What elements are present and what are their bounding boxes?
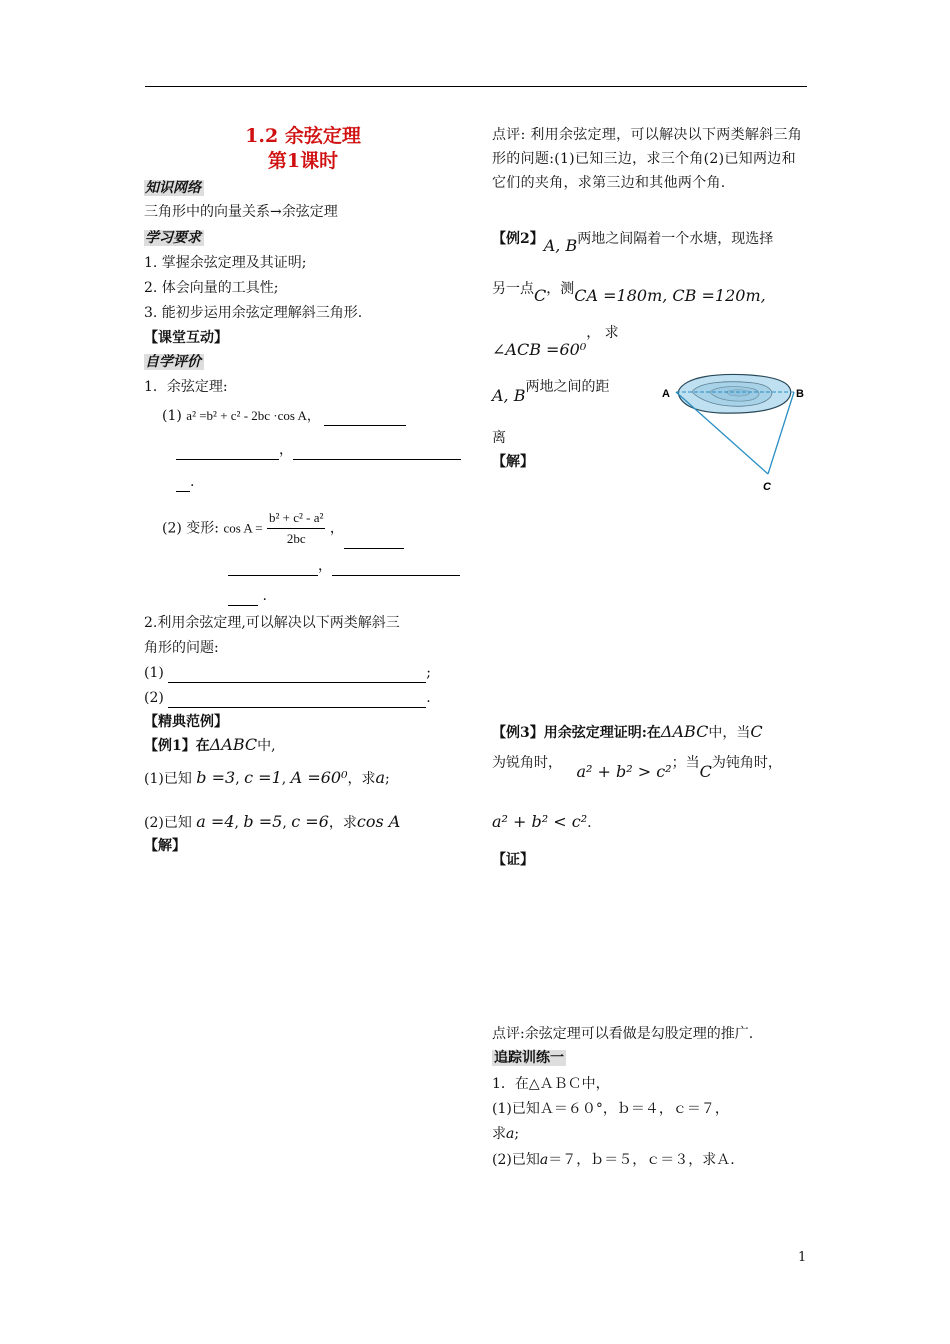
example3-acute-inequality: a² + b² > c² (576, 762, 672, 781)
knowledge-content: 三角形中的向量关系→余弦定理 (144, 204, 338, 220)
blank-field[interactable] (293, 445, 461, 460)
review1: 点评: 利用余弦定理，可以解决以下两类解斜三角形的问题:(1)已知三边，求三个角(2)已知两边和它们的夹角，求第三边和其他两个角. (492, 127, 803, 191)
classroom-heading: 【课堂互动】 (144, 330, 228, 346)
example1-solve: 【解】 (144, 838, 186, 854)
tracking-q1: 1．在△ＡＢＣ中， (492, 1076, 610, 1092)
examples-heading: 【精典范例】 (144, 714, 228, 730)
pond-figure (658, 370, 808, 494)
example1-c-value: c =1 (244, 768, 282, 787)
example1-c-value: c =6 (291, 812, 329, 831)
example2-angle: ∠ACB =60⁰ (492, 340, 587, 359)
example2-text: 两地之间的距 (525, 379, 610, 395)
blank-field[interactable] (176, 445, 279, 460)
blank-field[interactable] (168, 668, 426, 683)
requirement-item: 3. 能初步运用余弦定理解斜三角形. (144, 305, 363, 321)
blank-field[interactable] (176, 477, 190, 492)
q2-item-label: (2) (144, 690, 164, 706)
example2-text: 另一点 (492, 281, 534, 297)
example1-b-value: b =3 (196, 768, 236, 787)
example1-ask: ，求 (328, 815, 357, 831)
tracking-q1-part2-values: ＝７，ｂ＝５，ｃ＝３，求Ａ. (548, 1152, 735, 1168)
review2: 点评:余弦定理可以看做是勾股定理的推广. (492, 1026, 754, 1042)
label-a: A (662, 388, 670, 400)
page-subtitle: 第1课时 (267, 150, 339, 172)
label-c: C (763, 481, 771, 493)
example3-proof: 【证】 (492, 852, 534, 868)
example2-measure-values: CA =180m, CB =120m, (574, 286, 766, 305)
example2-text: 离 (492, 430, 506, 446)
example3-text: 中，当 (708, 725, 751, 741)
example1-a-value: a =4 (196, 812, 235, 831)
tracking-q1-part1: (1)已知Ａ＝６０°，ｂ＝４，ｃ＝７， (492, 1101, 729, 1117)
semicolon: ; (514, 1126, 520, 1142)
example1-A-value: A =60⁰ (290, 768, 348, 787)
label-b: B (796, 388, 804, 400)
example1-part1-label: (1)已知 (144, 771, 192, 787)
example1-part2-label: (2)已知 (144, 815, 192, 831)
header-rule (145, 86, 807, 87)
example3-triangle: ΔABC (660, 722, 709, 741)
period: . (190, 474, 195, 490)
example2-points: A, B (543, 236, 578, 255)
example1-b-value: b =5 (243, 812, 283, 831)
example3-angle-c: C (699, 762, 712, 781)
formula2-label: (2) 变形: (162, 520, 219, 537)
example3-obtuse-inequality: a² + b² < c² (492, 812, 588, 831)
example2-point-c: C (534, 286, 547, 305)
q2-item-label: (1) (144, 665, 164, 681)
tracking-q1-part2: (2)已知 (492, 1152, 540, 1168)
example2-label: 【例2】 (492, 231, 544, 247)
example2-text: 两地之间隔着一个水塘，现选择 (577, 231, 774, 247)
tracking-a-var: a (539, 1152, 549, 1168)
blank-field[interactable] (168, 693, 426, 708)
period: . (262, 588, 267, 604)
page-title: 1.2 余弦定理 (245, 125, 361, 147)
blank-field[interactable] (324, 411, 406, 426)
page-number: 1 (798, 1250, 807, 1265)
tracking-text: 求 (492, 1126, 506, 1142)
example3-text: ；当 (671, 755, 700, 771)
formula2-lhs: cos A = (223, 520, 263, 536)
self-eval-heading: 自学评价 (144, 354, 204, 370)
example2-points: A, B (492, 386, 526, 405)
requirements-heading: 学习要求 (144, 230, 204, 246)
example2-measure: ，测 (546, 281, 575, 297)
example1-unknown: cos A (356, 812, 401, 831)
example1-unknown: a (375, 768, 386, 787)
knowledge-heading: 知识网络 (144, 180, 204, 196)
example1-label: 【例1】在 (144, 738, 210, 754)
requirement-item: 2. 体会向量的工具性; (144, 280, 279, 296)
example1-ask: ，求 (347, 771, 376, 787)
fraction-numerator: b² + c² - a² (267, 508, 325, 529)
example3-angle-c: C (750, 722, 763, 741)
left-column (144, 124, 462, 174)
period: . (426, 690, 431, 706)
tracking-unknown: a (506, 1126, 515, 1142)
comma: ， (329, 520, 344, 537)
example1-triangle: ΔABC (209, 735, 258, 754)
self-eval-q1: 1．余弦定理: (144, 379, 228, 395)
formula1-label: (1) (162, 408, 182, 424)
self-eval-q2: 2.利用余弦定理,可以解决以下两类解斜三 (144, 615, 400, 631)
formula2-fraction (267, 508, 325, 549)
example1-intro-end: 中, (257, 738, 276, 754)
example3-text: 为锐角时， (492, 755, 562, 771)
blank-field[interactable] (332, 561, 460, 576)
semicolon: ; (426, 665, 432, 681)
blank-field[interactable] (228, 591, 258, 606)
comma: ， (318, 558, 332, 574)
requirement-item: 1. 掌握余弦定理及其证明; (144, 255, 307, 271)
tracking-heading: 追踪训练一 (494, 1050, 564, 1066)
example2-solve: 【解】 (492, 454, 534, 470)
example3-label: 【例3】用余弦定理证明:在 (492, 725, 661, 741)
example2-ask: ， 求 (586, 325, 619, 341)
comma: ， (279, 442, 293, 458)
pond-contour (726, 390, 750, 396)
period: . (587, 815, 592, 831)
self-eval-q2-cont: 角形的问题: (144, 640, 219, 656)
example3-text: 为钝角时， (711, 755, 782, 771)
formula1: a² =b² + c² - 2bc ·cos A， (186, 408, 320, 423)
blank-field[interactable] (344, 534, 404, 549)
fraction-denominator: 2bc (286, 531, 306, 546)
blank-field[interactable] (228, 561, 318, 576)
